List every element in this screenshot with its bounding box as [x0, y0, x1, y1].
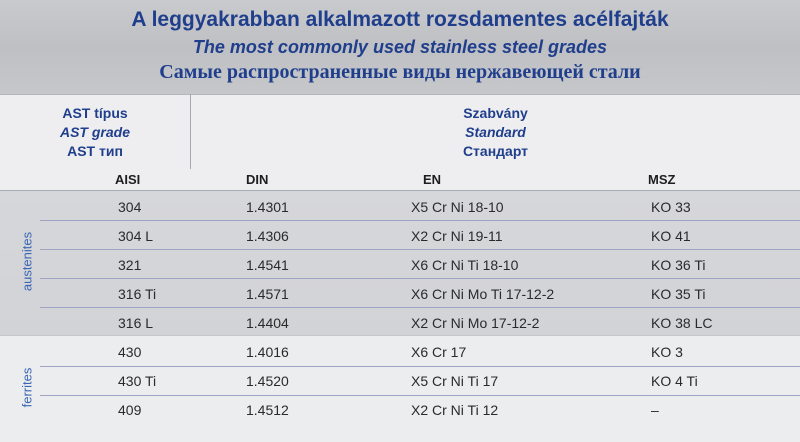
ast-type-header [0, 104, 190, 161]
row-rule [40, 249, 800, 250]
standard-russian: Стандарт [462, 143, 529, 159]
row-rule [40, 220, 800, 221]
row-rule [40, 278, 800, 279]
standard-header [191, 104, 800, 161]
cell-msz: KO 3 [651, 344, 683, 360]
cell-din: 1.4571 [246, 286, 289, 302]
cell-msz: KO 35 Ti [651, 286, 706, 302]
cell-msz: KO 38 LC [651, 315, 713, 331]
title-hungarian: A leggyakrabban alkalmazott rozsdamentes acélfajták [131, 8, 669, 31]
cell-din: 1.4541 [246, 257, 289, 273]
title-banner [0, 0, 800, 95]
column-header-msz: MSZ [648, 172, 676, 187]
cell-aisi: 430 Ti [118, 373, 157, 389]
group-label-ferrites: ferrites [19, 367, 35, 408]
ast-type-hungarian: AST típus [62, 105, 128, 121]
title-english: The most commonly used stainless steel grades [192, 37, 608, 57]
cell-aisi: 321 [118, 257, 142, 273]
ast-type-english: AST grade [59, 124, 130, 140]
cell-en: X6 Cr 17 [411, 344, 467, 360]
cell-en: X2 Cr Ni Ti 12 [411, 402, 499, 418]
cell-din: 1.4016 [246, 344, 289, 360]
cell-msz: KO 36 Ti [651, 257, 706, 273]
cell-en: X2 Cr Ni Mo 17-12-2 [411, 315, 540, 331]
group-divider [0, 335, 800, 336]
cell-aisi: 430 [118, 344, 142, 360]
standard-hungarian: Szabvány [463, 105, 528, 121]
cell-en: X2 Cr Ni 19-11 [411, 228, 503, 244]
cell-aisi: 304 [118, 199, 142, 215]
cell-msz: – [651, 402, 659, 418]
cell-msz: KO 41 [651, 228, 691, 244]
table-top-rule [0, 190, 800, 191]
row-rule [40, 366, 800, 367]
cell-din: 1.4404 [246, 315, 289, 331]
ast-type-russian: AST тип [67, 143, 123, 159]
cell-din: 1.4301 [246, 199, 289, 215]
column-header-aisi: AISI [115, 172, 141, 187]
cell-din: 1.4306 [246, 228, 289, 244]
column-header-din: DIN [246, 172, 269, 187]
standard-english: Standard [465, 124, 526, 140]
group-label-austenites: austenites [19, 231, 35, 292]
cell-aisi: 316 L [118, 315, 154, 331]
cell-msz: KO 33 [651, 199, 691, 215]
cell-din: 1.4512 [246, 402, 289, 418]
cell-din: 1.4520 [246, 373, 289, 389]
cell-msz: KO 4 Ti [651, 373, 698, 389]
row-rule [40, 395, 800, 396]
cell-aisi: 409 [118, 402, 142, 418]
cell-en: X6 Cr Ni Ti 18-10 [411, 257, 519, 273]
cell-aisi: 304 L [118, 228, 154, 244]
cell-en: X5 Cr Ni 18-10 [411, 199, 504, 215]
title-russian: Самые распространенные виды нержавеющей стали [159, 61, 641, 83]
cell-en: X6 Cr Ni Mo Ti 17-12-2 [411, 286, 555, 302]
cell-en: X5 Cr Ni Ti 17 [411, 373, 499, 389]
column-header-en: EN [423, 172, 442, 187]
cell-aisi: 316 Ti [118, 286, 157, 302]
row-rule [40, 307, 800, 308]
